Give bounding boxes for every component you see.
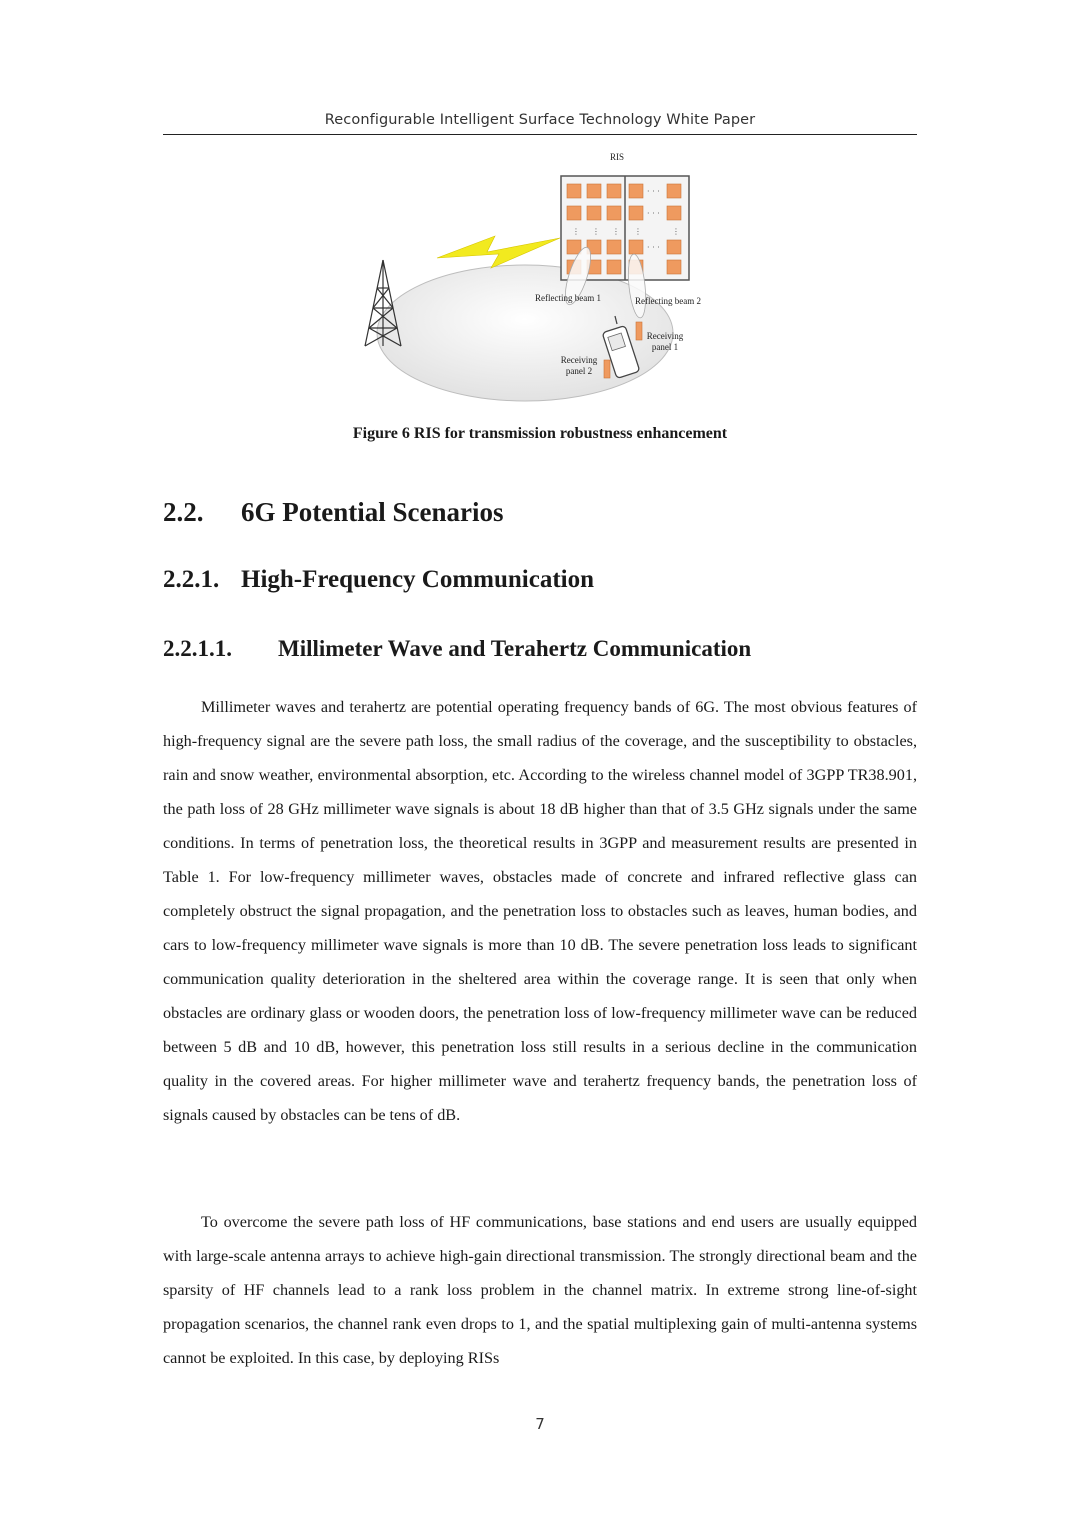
svg-text:⋮: ⋮ — [572, 227, 580, 236]
page-number: 7 — [535, 1415, 545, 1433]
subsection-heading — [163, 566, 594, 594]
svg-text:⋮: ⋮ — [612, 227, 620, 236]
ris-diagram-svg — [355, 148, 725, 408]
subsubsection-number: 2.2.1.1. — [163, 636, 232, 661]
body-text-block-1 — [163, 690, 917, 1132]
running-header: Reconfigurable Intelligent Surface Technology White Paper — [324, 112, 756, 128]
figure-caption: Figure 6 RIS for transmission robustness enhancement — [352, 425, 728, 442]
subsection-title: High-Frequency Communication — [241, 566, 595, 593]
svg-text:⋮: ⋮ — [592, 227, 600, 236]
figure-ris-diagram — [355, 148, 725, 408]
section-title: 6G Potential Scenarios — [241, 497, 504, 527]
header-rule — [163, 134, 917, 135]
panel2-label-line2: panel 2 — [565, 366, 593, 376]
subsubsection-heading — [163, 636, 751, 662]
svg-text:⋮: ⋮ — [672, 227, 680, 236]
paragraph: Millimeter waves and terahertz are potential operating frequency bands of 6G. The most obvious features of high-frequency signal are the severe path loss, the small radius of the coverage, and the susceptibility to obstacles, rain and snow weather, environmental absorption, etc. According to the wireless channel model of 3GPP TR38.901, the path loss of 28 GHz millimeter wave signals is about 18 dB higher than that of 3.5 GHz signals under the same conditions. In terms of penetration loss, the theoretical results in 3GPP and measurement results are presented in Table 1. For low-frequency millimeter waves, obstacles made of concrete and infrared reflective glass can completely obstruct the signal propagation, and the penetration loss to obstacles such as leaves, human bodies, and cars to low-frequency millimeter wave signals is more than 10 dB. The severe penetration loss leads to significant communication quality deterioration in the sheltered area within the coverage range. It is seen that only when obstacles are ordinary glass or wooden doors, the penetration loss of low-frequency millimeter wave can be reduced between 5 dB and 10 dB, however, this penetration loss still results in a serious decline in the communication quality in the covered areas. For higher millimeter wave and terahertz frequency bands, the penetration loss of signals caused by obstacles can be tens of dB. — [163, 698, 917, 1124]
section-number: 2.2. — [163, 497, 204, 527]
lightning-signal-icon — [437, 236, 560, 268]
body-text-block-2 — [163, 1205, 917, 1375]
paragraph: To overcome the severe path loss of HF communications, base stations and end users are usually equipped with large-scale antenna arrays to achieve high-gain directional transmission. The strongly directional beam and the sparsity of HF channels lead to a rank loss problem in the channel matrix. In extreme strong line-of-sight propagation scenarios, the channel rank even drops to 1, and the spatial multiplexing gain of multi-antenna systems cannot be exploited. In this case, by deploying RISs — [163, 1213, 917, 1367]
svg-text:· · ·: · · · — [647, 187, 660, 196]
svg-text:⋮: ⋮ — [634, 227, 642, 236]
svg-text:· · ·: · · · — [647, 243, 660, 252]
section-heading — [163, 497, 503, 528]
panel2-label-line1: Receiving — [560, 355, 598, 365]
panel1-label-line1: Receiving — [646, 331, 684, 341]
beam1-label: Reflecting beam 1 — [535, 293, 601, 303]
ris-label: RIS — [609, 152, 625, 162]
panel1-label-line2: panel 1 — [651, 342, 679, 352]
subsection-number: 2.2.1. — [163, 566, 220, 593]
subsubsection-title: Millimeter Wave and Terahertz Communication — [278, 636, 752, 661]
svg-text:· · ·: · · · — [647, 209, 660, 218]
beam2-label: Reflecting beam 2 — [635, 296, 701, 306]
